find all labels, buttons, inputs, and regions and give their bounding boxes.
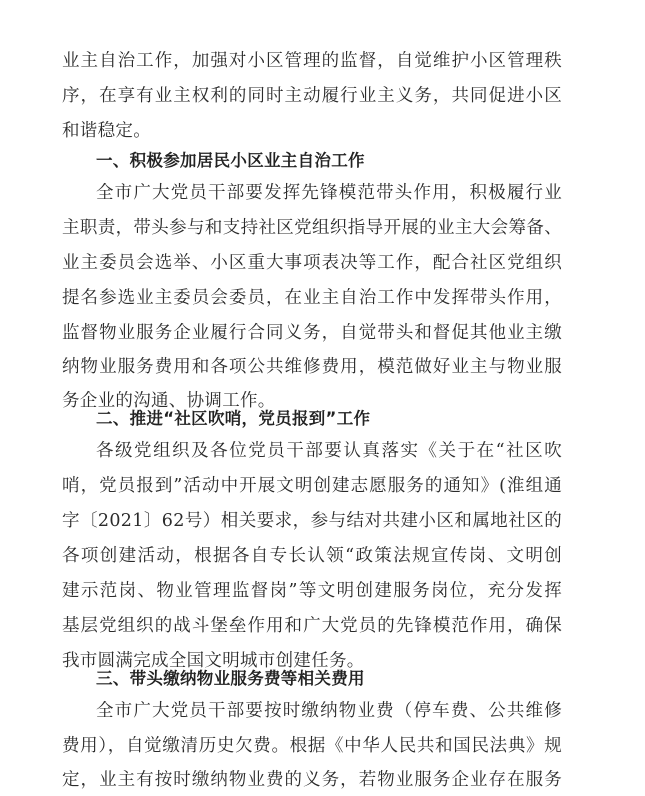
text-line: 字〔2021〕62号）相关要求，参与结对共建小区和属地社区的	[62, 511, 562, 531]
text-line: 全市广大党员干部要按时缴纳物业费（停车费、公共维修	[96, 701, 562, 721]
text-line: 各项创建活动，根据各自专长认领“政策法规宣传岗、文明创	[62, 546, 562, 566]
text-line: 费用），自觉缴清历史欠费。根据《中华人民共和国民法典》规	[62, 736, 562, 756]
section-heading-1: 一、积极参加居民小区业主自治工作	[96, 151, 365, 170]
text-line: 业主自治工作，加强对小区管理的监督，自觉维护小区管理秩	[62, 51, 562, 71]
text-line: 定，业主有按时缴纳物业费的义务，若物业服务企业存在服务	[62, 770, 562, 790]
text-line: 提名参选业主委员会委员，在业主自治工作中发挥带头作用，	[62, 288, 562, 308]
text-line: 监督物业服务企业履行合同义务，自觉带头和督促其他业主缴	[62, 323, 562, 343]
text-line: 我市圆满完成全国文明城市创建任务。	[62, 651, 365, 671]
text-line: 务企业的沟通、协调工作。	[62, 391, 276, 411]
text-line: 哨，党员报到”活动中开展文明创建志愿服务的通知》(淮组通	[62, 476, 562, 496]
text-line: 各级党组织及各位党员干部要认真落实《关于在“社区吹	[96, 441, 562, 461]
text-line: 和谐稳定。	[62, 121, 151, 141]
text-line: 基层党组织的战斗堡垒作用和广大党员的先锋模范作用，确保	[62, 616, 562, 636]
text-line: 业主委员会选举、小区重大事项表决等工作，配合社区党组织	[62, 253, 562, 273]
text-line: 全市广大党员干部要发挥先锋模范带头作用，积极履行业	[96, 183, 562, 203]
section-heading-3: 三、带头缴纳物业服务费等相关费用	[96, 669, 365, 688]
text-line: 建示范岗、物业管理监督岗”等文明创建服务岗位，充分发挥	[62, 581, 562, 601]
text-line: 主职责，带头参与和支持社区党组织指导开展的业主大会筹备、	[62, 218, 562, 238]
text-line: 序，在享有业主权利的同时主动履行业主义务，共同促进小区	[62, 86, 562, 106]
text-line: 纳物业服务费用和各项公共维修费用，模范做好业主与物业服	[62, 357, 562, 377]
section-heading-2: 二、推进“社区吹哨，党员报到”工作	[96, 409, 371, 428]
